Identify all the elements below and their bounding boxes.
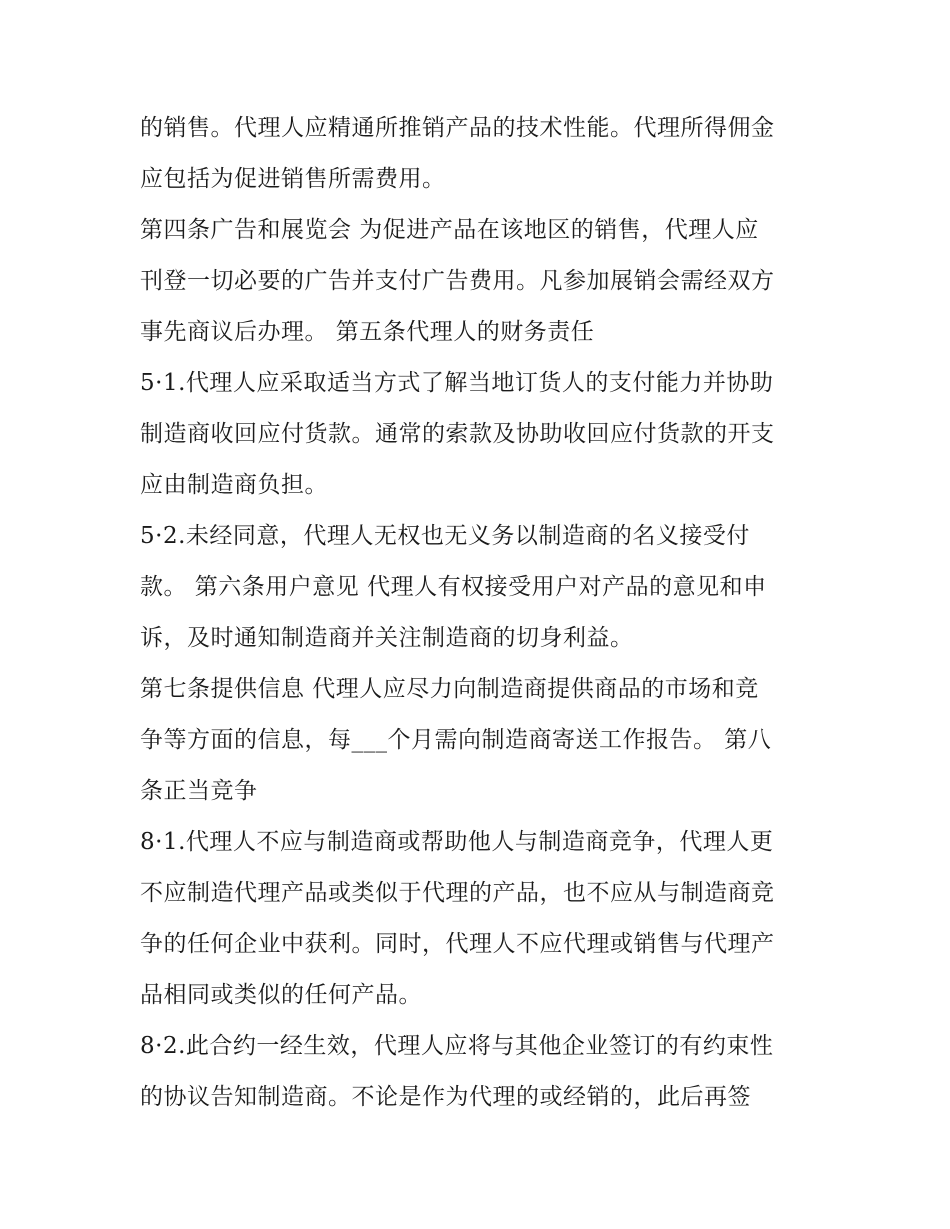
text-line: 刊登一切必要的广告并支付广告费用。凡参加展销会需经双方 [140, 268, 775, 294]
text-line: 款。 第六条用户意见 代理人有权接受用户对产品的意见和申 [140, 574, 767, 600]
text-line: 条正当竞争 [140, 778, 258, 804]
text-line: 的协议告知制造商。不论是作为代理的或经销的，此后再签 [140, 1084, 751, 1110]
text-line: 应包括为促进销售所需费用。 [140, 166, 446, 192]
text-line: 5·2.未经同意，代理人无权也无义务以制造商的名义接受付 [140, 523, 750, 549]
text-line: 争等方面的信息，每___个月需向制造商寄送工作报告。 第八 [140, 727, 772, 753]
text-line: 8·1.代理人不应与制造商或帮助他人与制造商竞争，代理人更 [140, 829, 774, 855]
text-line: 第四条广告和展览会 为促进产品在该地区的销售，代理人应 [140, 217, 759, 243]
text-line: 5·1.代理人应采取适当方式了解当地订货人的支付能力并协助 [140, 370, 774, 396]
text-line: 应由制造商负担。 [140, 472, 328, 498]
text-line: 8·2.此合约一经生效，代理人应将与其他企业签订的有约束性 [140, 1033, 774, 1059]
text-line: 品相同或类似的任何产品。 [140, 982, 422, 1008]
text-line: 不应制造代理产品或类似于代理的产品，也不应从与制造商竞 [140, 880, 775, 906]
text-line: 事先商议后办理。 第五条代理人的财务责任 [140, 319, 595, 345]
text-line: 第七条提供信息 代理人应尽力向制造商提供商品的市场和竞 [140, 676, 759, 702]
text-line: 制造商收回应付货款。通常的索款及协助收回应付货款的开支 [140, 421, 775, 447]
text-line: 争的任何企业中获利。同时，代理人不应代理或销售与代理产 [140, 931, 775, 957]
document-body [140, 103, 830, 1123]
text-line: 的销售。代理人应精通所推销产品的技术性能。代理所得佣金 [140, 115, 775, 141]
text-line: 诉，及时通知制造商并关注制造商的切身利益。 [140, 625, 634, 651]
